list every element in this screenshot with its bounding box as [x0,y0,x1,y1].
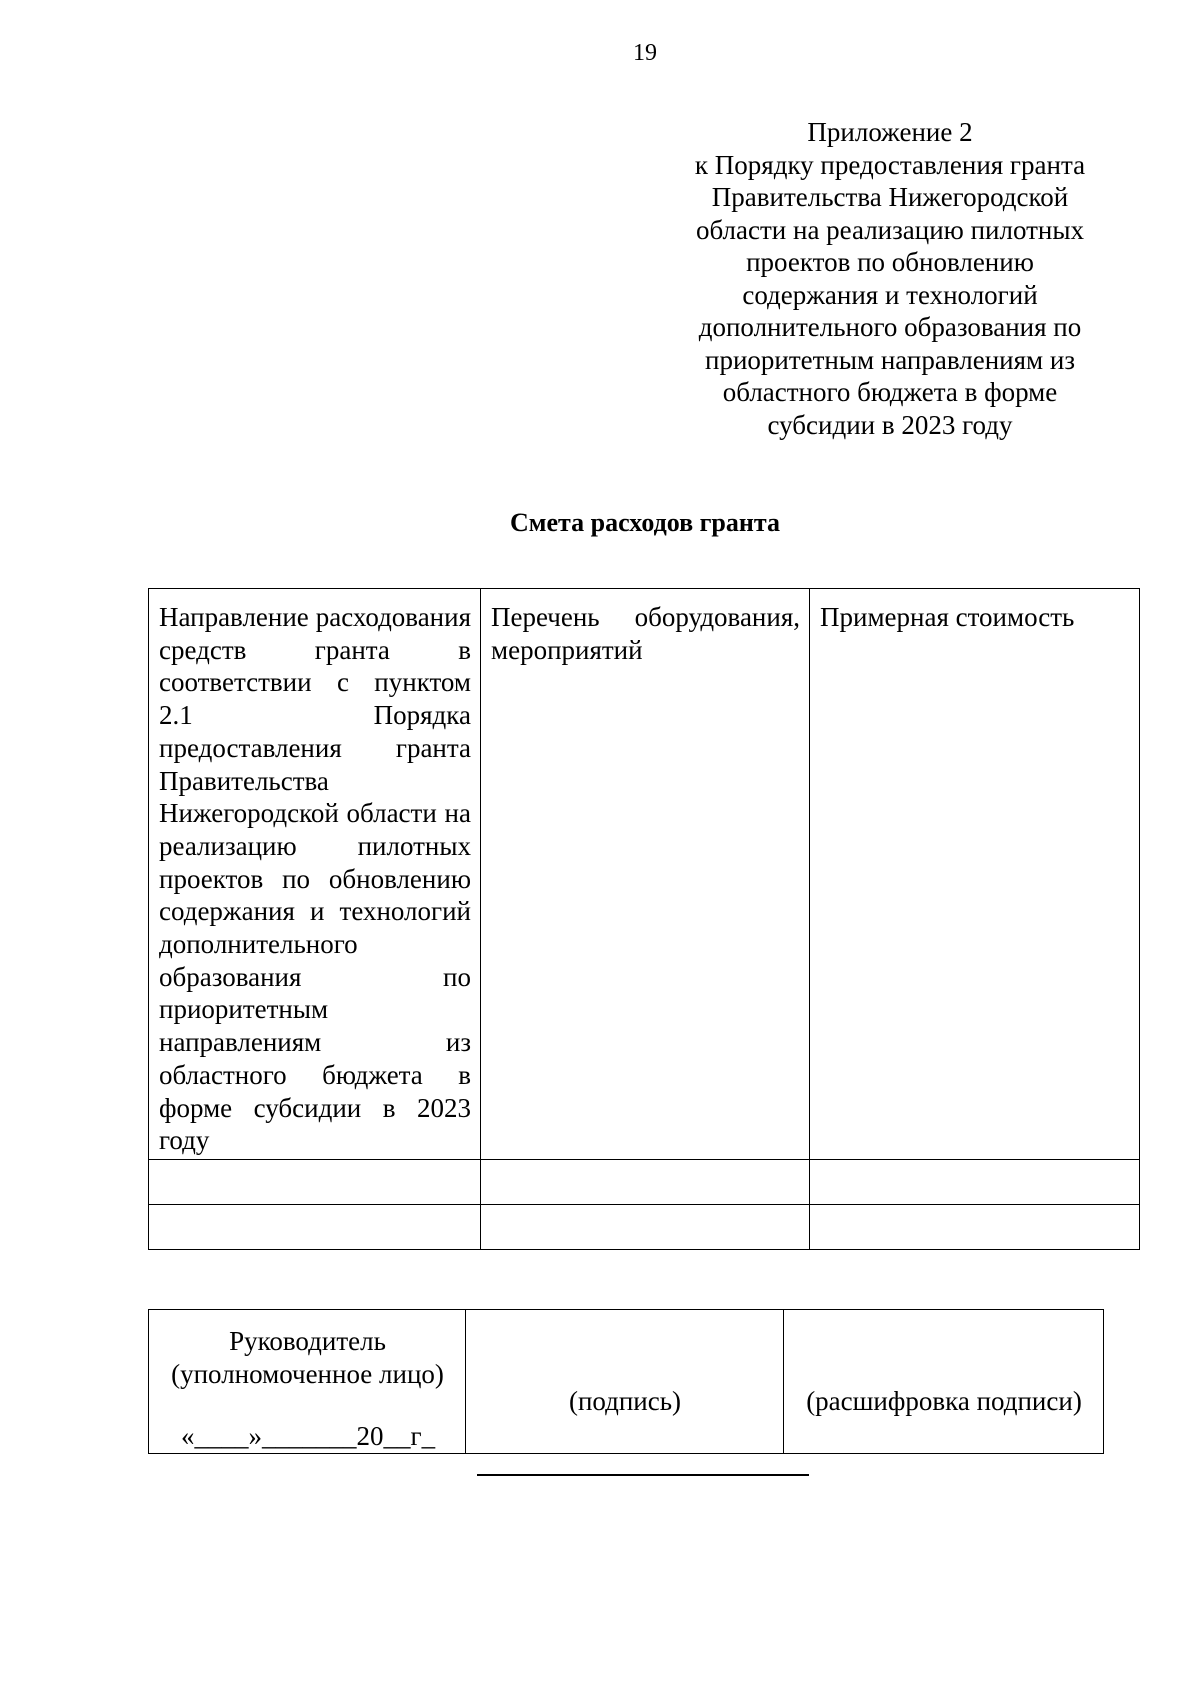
date-field[interactable]: «____»_______20__г_ [181,1421,436,1452]
appendix-line: областного бюджета в форме [722,377,1058,407]
signature-row [149,1310,1104,1454]
signature-label: (подпись) [568,1386,682,1416]
signature-field[interactable] [466,1310,784,1454]
header-cell-approx-cost: Примерная стоимость [810,589,1140,1160]
footer-divider [477,1474,809,1476]
signature-table [148,1309,1104,1454]
head-title: Руководитель [229,1326,386,1356]
appendix-line: приоритетным направлениям из [705,344,1075,375]
table-cell[interactable] [149,1205,481,1250]
header-cell-expense-direction: Направление расходования средств гранта в соответствии с пунктом 2.1 Порядка предоставления гранта Правительства Нижегородской области на реализацию пилотных проектов по обновлению содержания и технологий дополнительного образования по приоритетным направлениям из областного бюджета в форме субсидии в 2023 году [149,589,481,1160]
appendix-line: области на реализацию пилотных [695,214,1085,245]
signature-decoding-label: (расшифровка подписи) [806,1386,1082,1416]
header-cell-equipment-list: Перечень оборудования, мероприятий [481,589,810,1160]
head-cell [149,1310,466,1454]
table-header-row [149,589,1140,1160]
head-subtitle: (уполномоченное лицо) [171,1358,444,1389]
table-cell[interactable] [810,1205,1140,1250]
table-row [149,1205,1140,1250]
appendix-line: к Порядку предоставления гранта [694,149,1086,180]
page-number: 19 [633,40,657,66]
appendix-line: Правительства Нижегородской [711,182,1069,212]
table-cell[interactable] [481,1160,810,1205]
estimate-table [148,588,1140,1250]
table-cell[interactable] [149,1160,481,1205]
appendix-line: содержания и технологий [742,279,1038,310]
appendix-line: дополнительного образования по [698,312,1082,342]
table-row [149,1160,1140,1205]
signature-decoding-field[interactable] [784,1310,1104,1454]
table-cell[interactable] [810,1160,1140,1205]
document-title: Смета расходов гранта [510,508,780,537]
appendix-line: Приложение 2 [807,117,973,147]
table-cell[interactable] [481,1205,810,1250]
appendix-line: проектов по обновлению [746,247,1034,277]
appendix-line: субсидии в 2023 году [767,409,1013,440]
appendix-header [660,116,1120,441]
